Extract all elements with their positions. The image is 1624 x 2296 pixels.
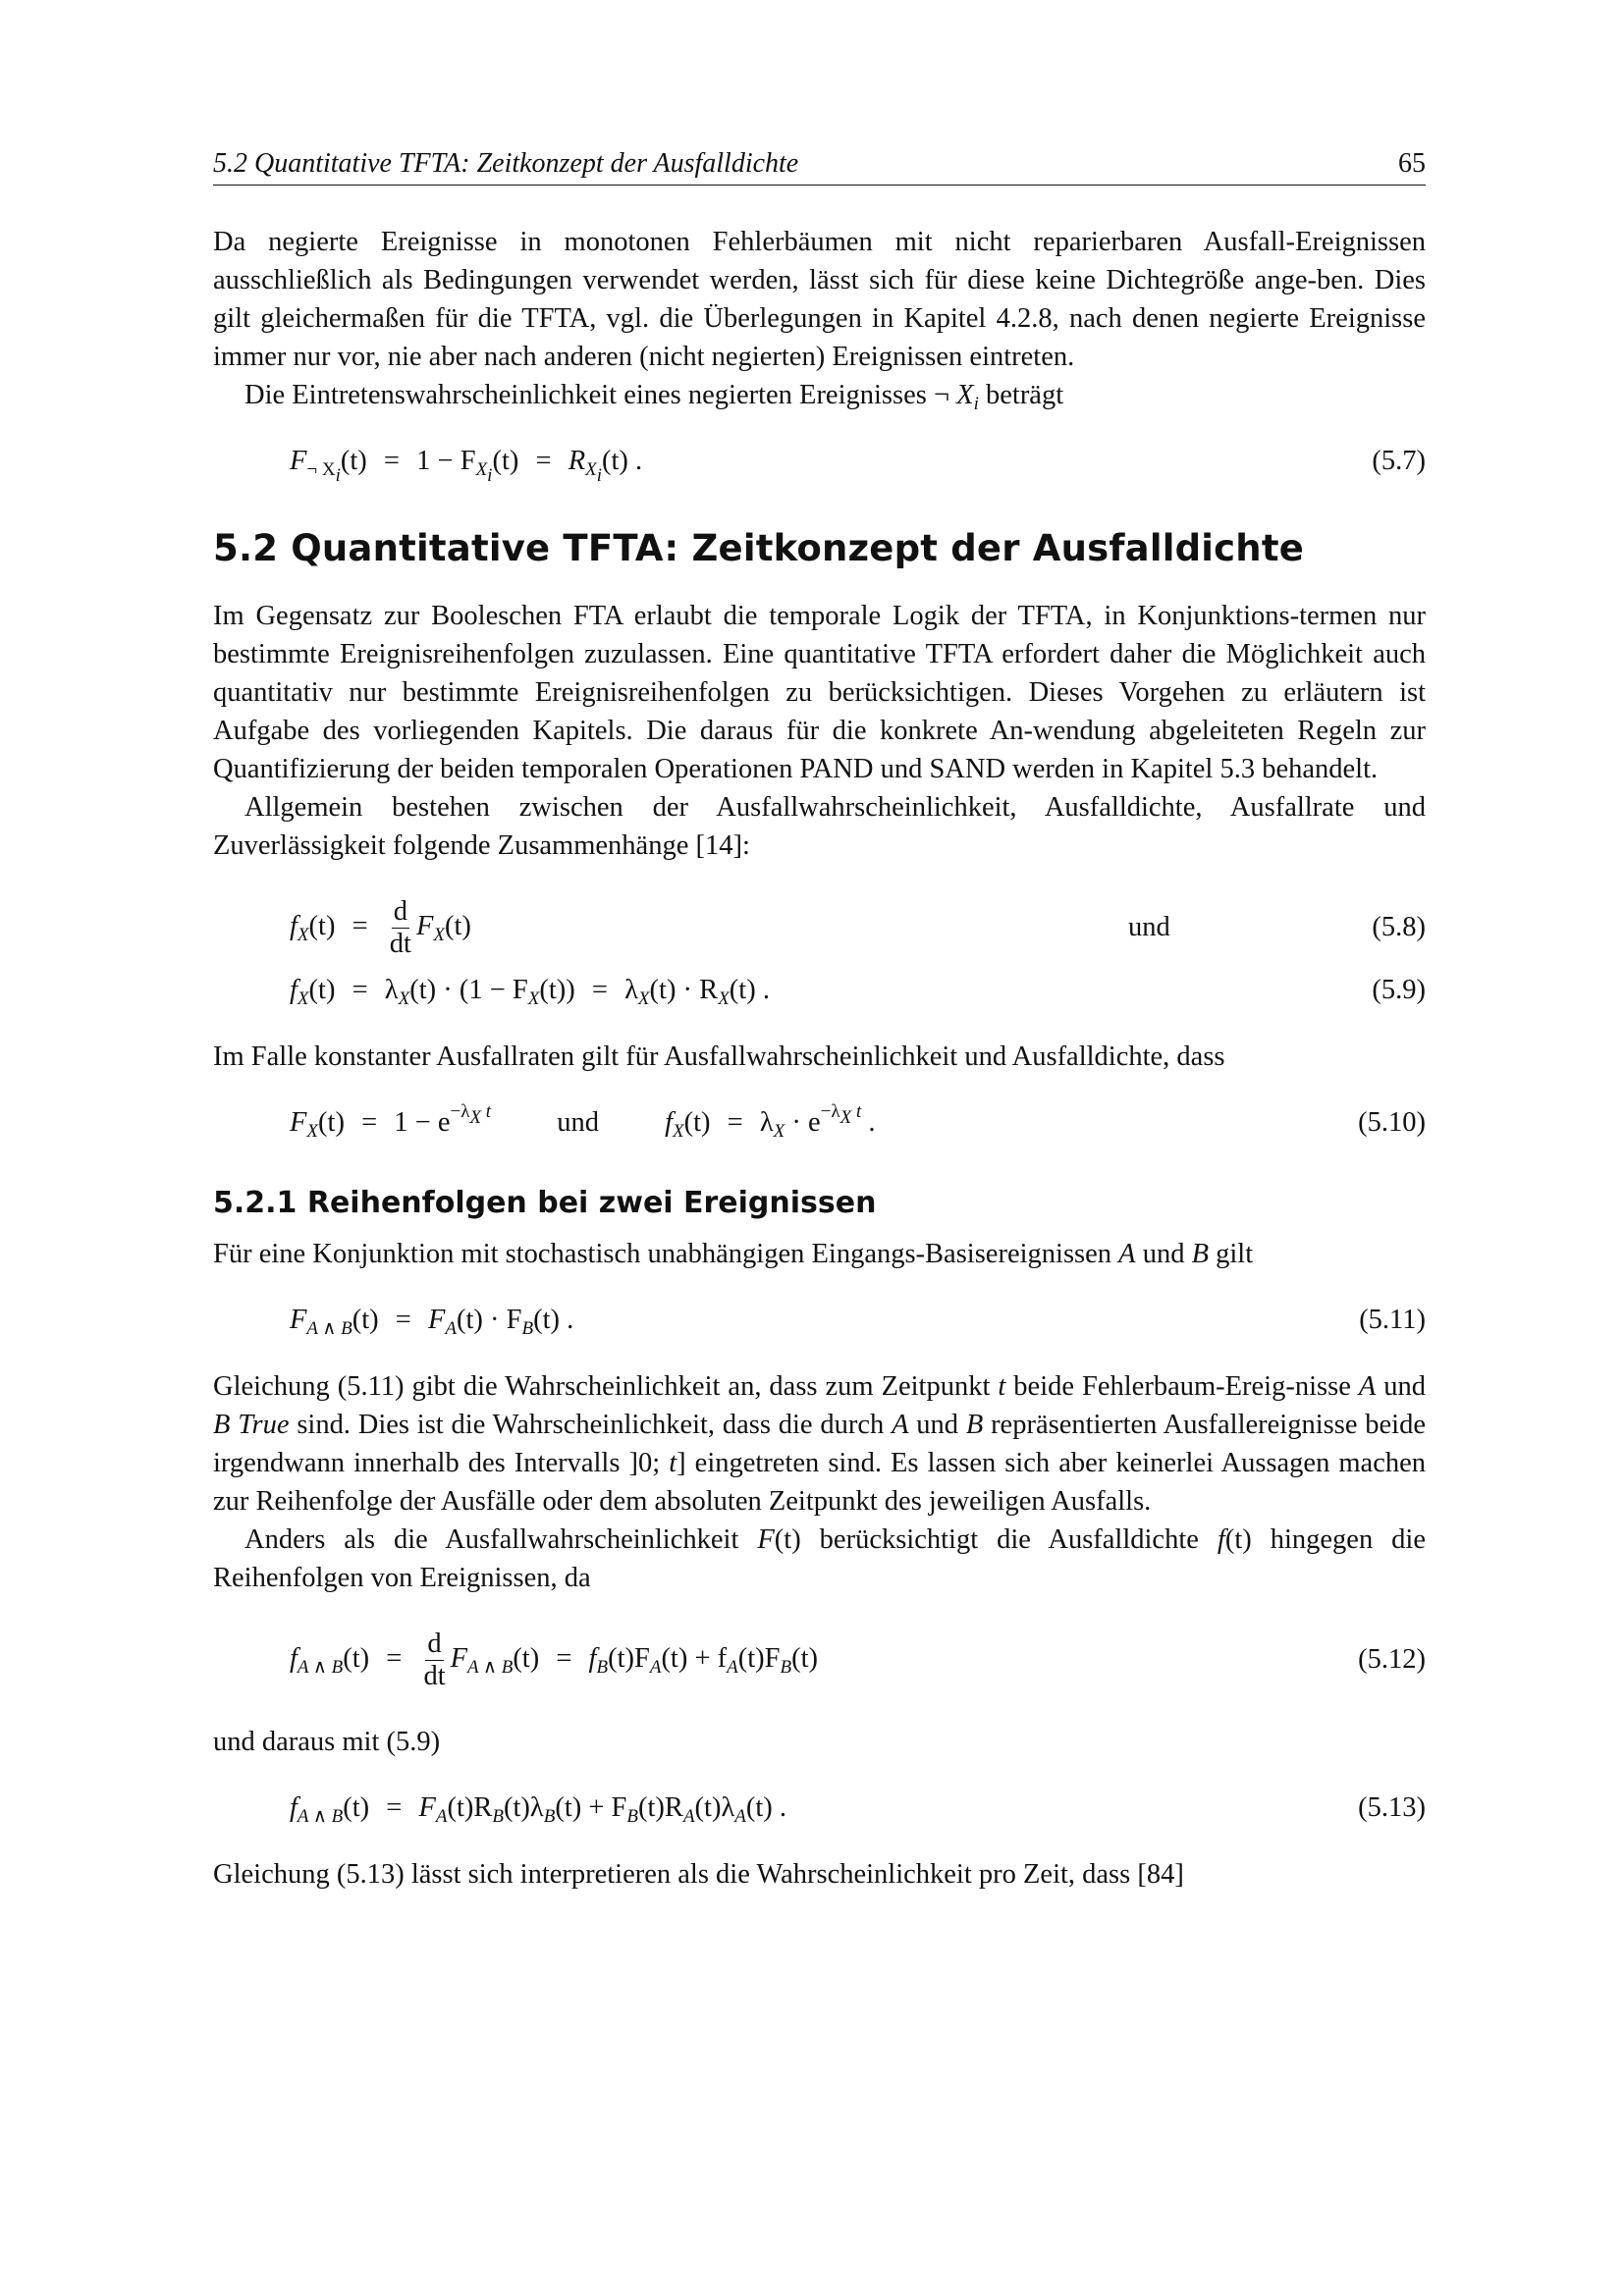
equation-number: (5.7) — [1372, 446, 1426, 476]
equation-number: (5.10) — [1358, 1107, 1426, 1138]
paragraph-negated-events: Da negierte Ereignisse in monotonen Fehlerbäumen mit nicht reparierbaren Ausfall-Ereignissen ausschließlich als Bedingungen verwendet werden, lässt sich für diese keine Dichtegröße ange-ben. Dies gilt gleichermaßen für die TFTA, vgl. die Überlegungen in Kapitel 4.2.8, nach denen negierte Ereignisse immer nur vor, nie aber nach anderen (nicht negierten) Ereignissen eintreten. — [213, 227, 1426, 372]
equation-number: (5.13) — [1358, 1792, 1426, 1823]
conjunction-und: und — [557, 1107, 599, 1138]
equation-5-12: $f_{A \wedge B}(t)$ = $\frac{d}{dt}$ $F_{A \wedge B}(t) = f_B(t)F_A(t) + f_A(t)F_B(t)$ (5.12) — [290, 1628, 1426, 1691]
conjunction-und: und — [1128, 912, 1170, 942]
equation-number: (5.8) — [1372, 912, 1426, 942]
paragraph-relationships: Allgemein bestehen zwischen der Ausfallwahrscheinlichkeit, Ausfalldichte, Ausfallrate und Zuverlässigkeit folgende Zusammenhänge [14]: — [213, 792, 1426, 861]
paragraph-temporal-logic: Im Gegensatz zur Booleschen FTA erlaubt die temporale Logik der TFTA, in Konjunktions-termen nur bestimmte Ereignisreihenfolgen zuzulassen. Eine quantitative TFTA erfordert daher die Möglichkeit auch quantitativ nur bestimmte Ereignisreihenfolgen zu berücksichtigen. Dieses Vorgehen zu erläutern ist Aufgabe des vorliegenden Kapitels. Die daraus für die konkrete An-wendung abgeleiteten Regeln zur Quantifizierung der beiden temporalen Operationen PAND und SAND werden in Kapitel 5.3 behandelt. — [213, 601, 1426, 784]
paragraph-density-order: Anders als die Ausfallwahrscheinlichkeit F(t) berücksichtigt die Ausfalldichte f(t) hingegen die Reihenfolgen von Ereignissen, da — [213, 1524, 1427, 1593]
equation-5-9: $f_X(t) = \lambda_X(t) \cdot (1 - F_X(t)) = \lambda_X(t) \cdot R_X(t)$ . (5.9) — [290, 975, 1426, 1009]
paragraph-interpretation: Gleichung (5.13) lässt sich interpretieren als die Wahrscheinlichkeit pro Zeit, dass [84] — [213, 1859, 1184, 1890]
paragraph-equation-5-11: Gleichung (5.11) gibt die Wahrscheinlichkeit an, dass zum Zeitpunkt t beide Fehlerbaum-Ereig-nisse A und B True sind. Dies ist die Wahrscheinlichkeit, dass die durch A und B repräsentierten Ausfallereignisse beide irgendwann innerhalb des Intervalls ]0; t] eingetreten sind. Es lassen sich aber keinerlei Aussagen machen zur Reihenfolge der Ausfälle oder dem absoluten Zeitpunkt des jeweiligen Ausfalls. — [213, 1371, 1427, 1517]
equation-5-10: $F_X(t) = 1 - e^{-\lambda_X t}$ und $f_X(t) = \lambda_X \cdot e^{-\lambda_X t}$ . (5.10) — [290, 1101, 1426, 1142]
paragraph-probability-negated: Die Eintretenswahrscheinlichkeit eines negierten Ereignisses ¬ $X_i$ beträgt — [244, 380, 1064, 414]
page — [213, 147, 1426, 1894]
running-header — [213, 147, 1426, 186]
equation-number: (5.9) — [1372, 975, 1426, 1005]
equation-5-8: $f_X(t)$ = $\frac{d}{dt}$ $F_X(t)$ und (5.8) — [290, 895, 1426, 959]
subsection-heading: 5.2.1 Reihenfolgen bei zwei Ereignissen — [213, 1186, 877, 1220]
paragraph-conjunction: Für eine Konjunktion mit stochastisch unabhängigen Eingangs-Basisereignissen A und B gilt — [213, 1239, 1254, 1269]
equation-5-11: $F_{A \wedge B}(t) = F_A(t) \cdot F_B(t)$ . (5.11) — [290, 1305, 1426, 1339]
page-number: 65 — [1398, 148, 1426, 179]
paragraph-and-thus: und daraus mit (5.9) — [213, 1727, 441, 1757]
equation-5-13: $f_{A \wedge B}(t) = F_A(t)R_B(t)\lambda_B(t) + F_B(t)R_A(t)\lambda_A(t)$ . (5.13) — [290, 1792, 1426, 1827]
equation-number: (5.12) — [1358, 1644, 1426, 1675]
equation-5-7: $F_{\neg X_i}(t) = 1 - F_{X_i}(t) = R_{X_i}(t)$ . (5.7) — [290, 446, 1426, 486]
running-header-title: 5.2 Quantitative TFTA: Zeitkonzept der Ausfalldichte — [213, 148, 799, 179]
section-heading: 5.2 Quantitative TFTA: Zeitkonzept der Ausfalldichte — [213, 527, 1305, 569]
paragraph-constant-rates: Im Falle konstanter Ausfallraten gilt für Ausfallwahrscheinlichkeit und Ausfalldichte, dass — [213, 1041, 1225, 1072]
equation-number: (5.11) — [1359, 1305, 1426, 1335]
